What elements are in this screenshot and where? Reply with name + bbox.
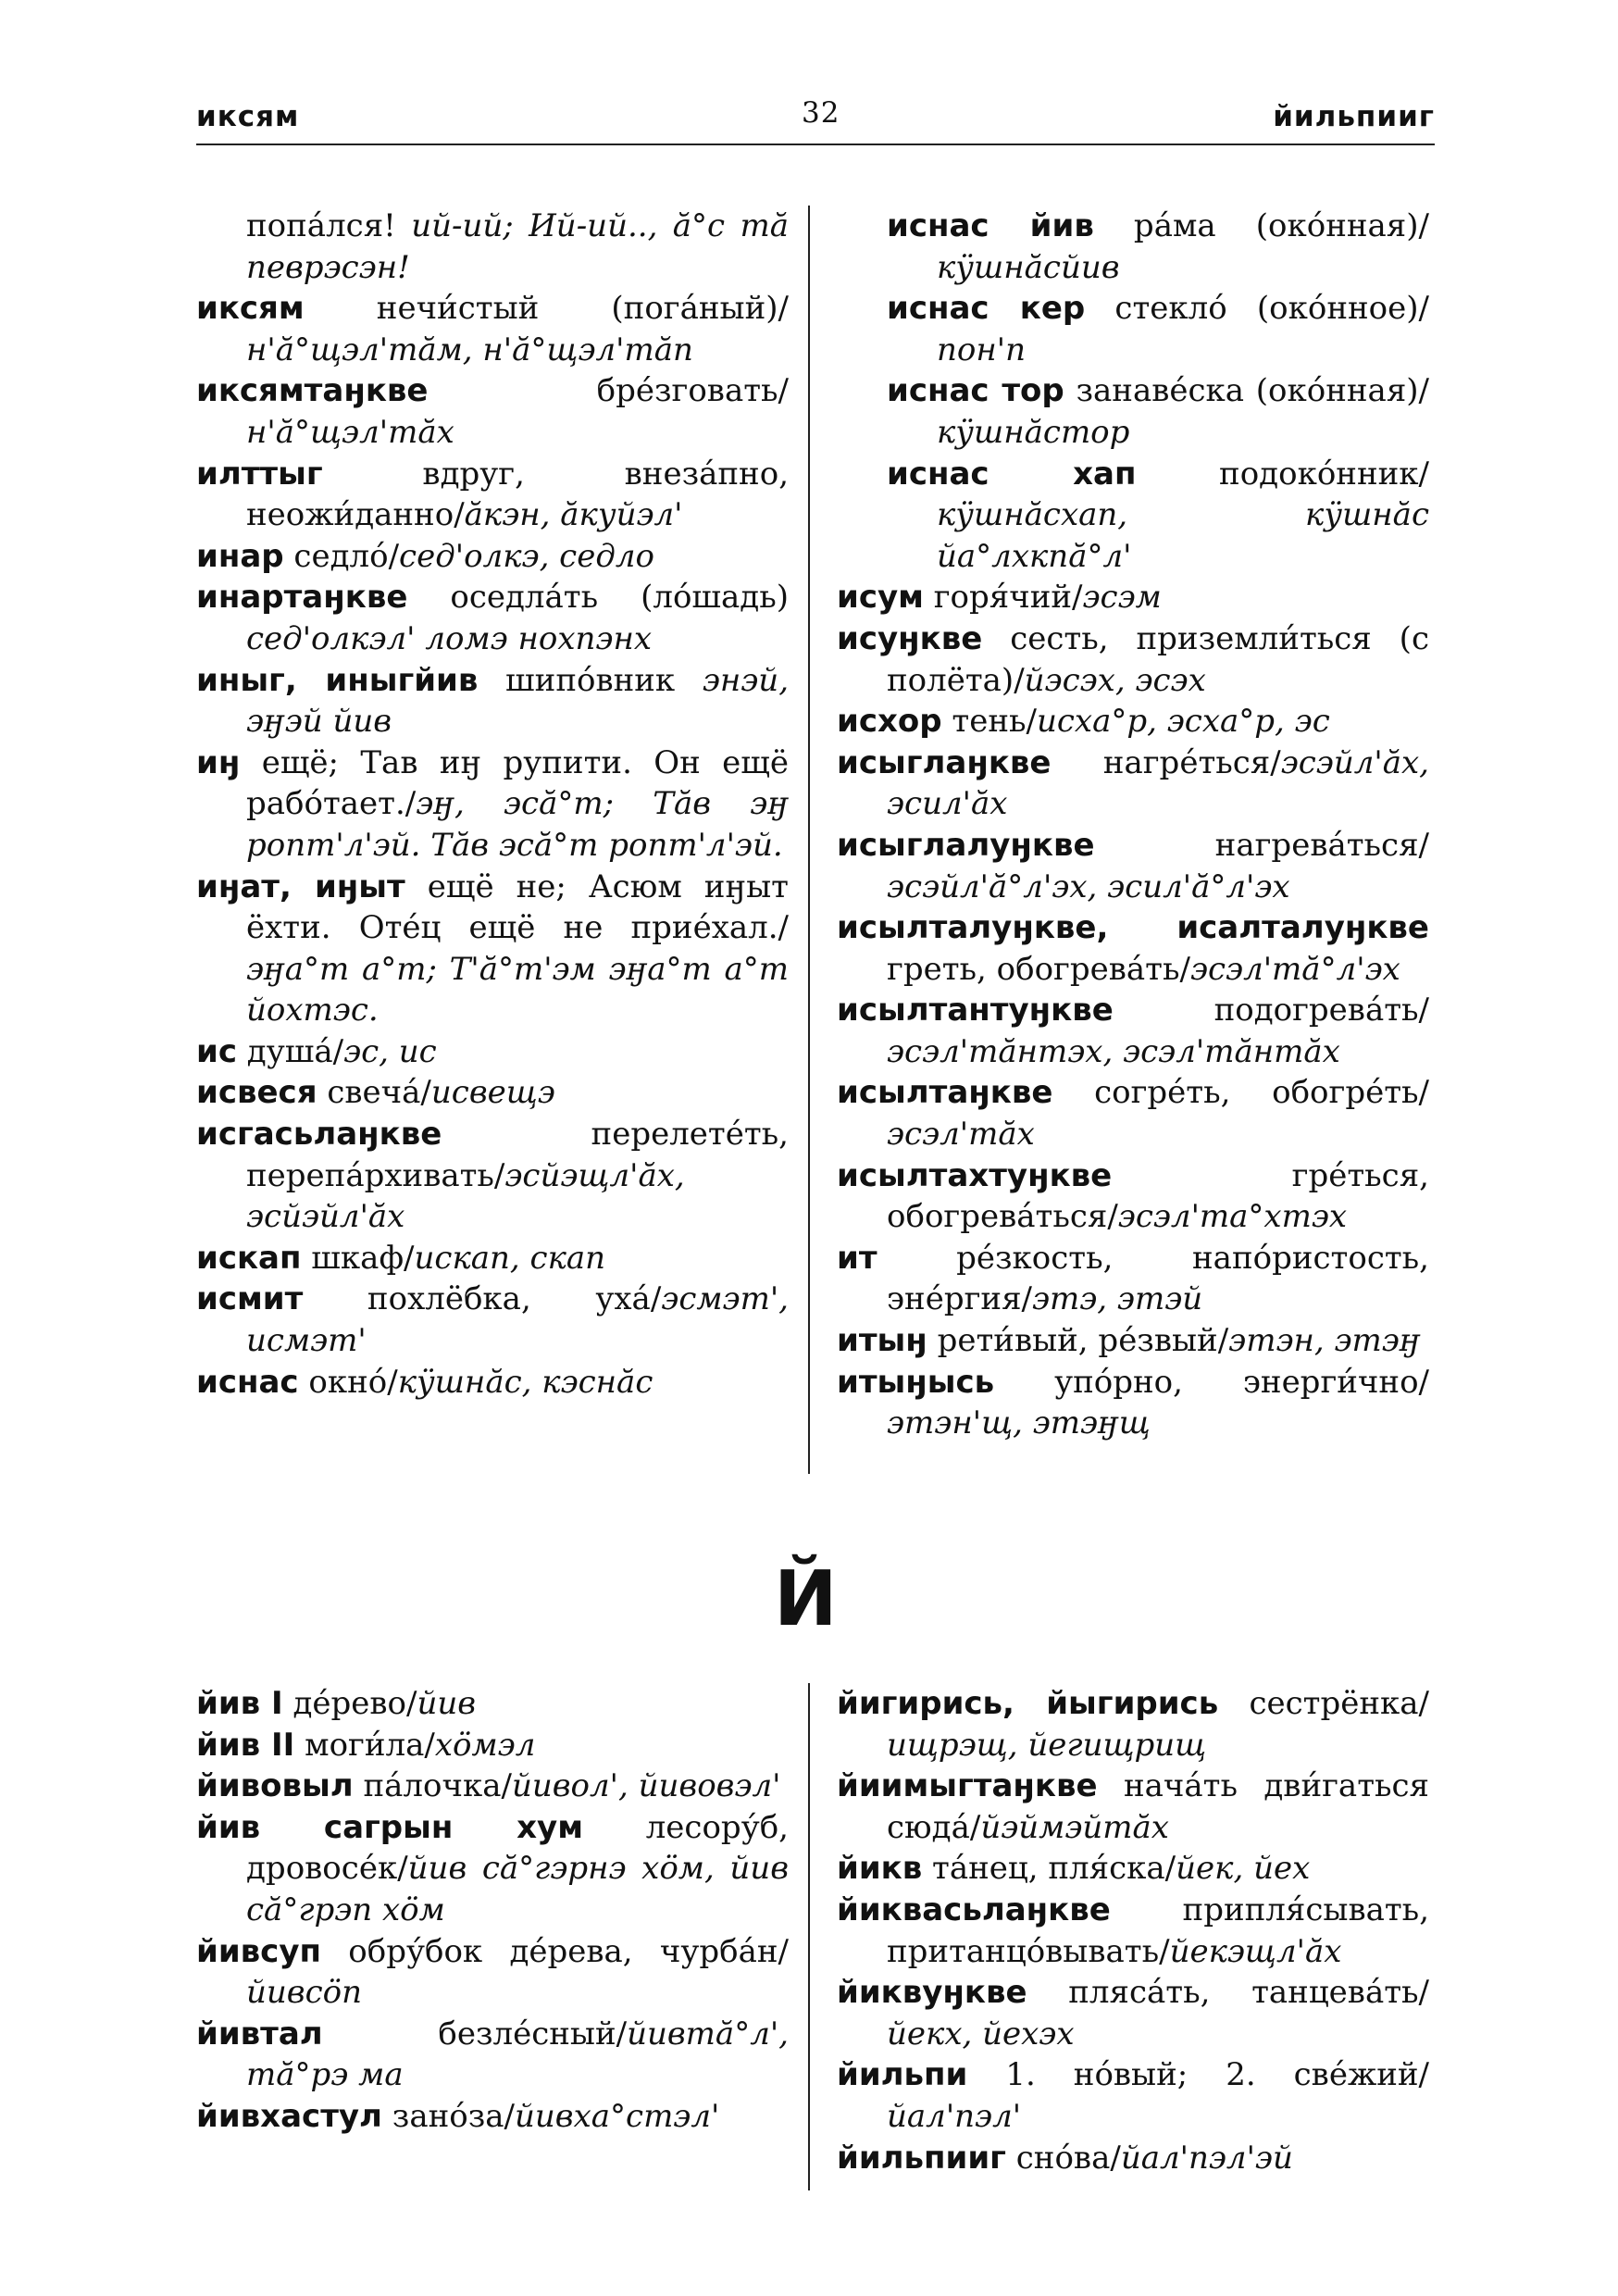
- dictionary-entry: [196, 1931, 789, 2014]
- dictionary-entry: [196, 1072, 789, 1114]
- dictionary-entry: [196, 1114, 789, 1238]
- entry-translation: кӱшнӑстор: [937, 413, 1130, 451]
- dictionary-entry: [196, 536, 789, 578]
- dictionary-entry: [196, 2014, 789, 2096]
- entry-headword: йиимыгтаӈкве: [837, 1767, 1098, 1805]
- entry-headword: йикв: [837, 1850, 923, 1888]
- dictionary-entry: [196, 206, 789, 288]
- entry-headword: илттыг: [196, 455, 323, 493]
- entry-translation: кӱшнӑс, кэснӑс: [397, 1363, 653, 1401]
- entry-definition: горя́чий/: [923, 579, 1083, 617]
- entry-headword: йив II: [196, 1726, 295, 1764]
- entry-translation: йал'пэл': [887, 2097, 1022, 2135]
- entry-definition: тень/: [941, 703, 1037, 741]
- entry-definition: свеча́/: [317, 1074, 431, 1112]
- entry-definition: нечи́стый (пога́ный)/: [304, 290, 789, 328]
- entry-definition: шипо́вник: [478, 661, 703, 699]
- entry-translation: кӱшнӑсхап, кӱшнӑс йа°лхкпӑ°л': [937, 496, 1429, 575]
- entry-definition: ещё; Тав иӈ рупити. Он ещё рабо́тает./: [240, 743, 789, 823]
- column-top-left: [196, 206, 789, 1403]
- entry-headword: исхор: [837, 703, 942, 741]
- entry-headword: ит: [837, 1239, 877, 1277]
- entry-headword: иснас хап: [887, 455, 1137, 493]
- dictionary-entry: [837, 1155, 1429, 1238]
- entry-definition: седло́/: [283, 537, 400, 575]
- entry-headword: ис: [196, 1032, 237, 1070]
- entry-headword: иксям: [196, 290, 305, 328]
- entry-definition: подоко́нник/: [1136, 455, 1429, 493]
- entry-definition: безле́сный/: [322, 2015, 628, 2053]
- entry-headword: инар: [196, 537, 284, 575]
- entry-translation: йивтӑ°л', тӑ°рэ ма: [246, 2015, 789, 2094]
- entry-definition: рети́вый, ре́звый/: [927, 1322, 1229, 1360]
- dictionary-entry: [196, 1279, 789, 1361]
- dictionary-entry: [196, 1725, 789, 1766]
- entry-translation: этэн, этэӈ: [1228, 1322, 1421, 1360]
- dictionary-entry: [196, 1683, 789, 1725]
- entry-headword: исыглалуӈкве: [837, 826, 1095, 864]
- entry-translation: йив: [417, 1685, 477, 1722]
- section-letter: Й: [774, 1555, 838, 1643]
- entry-definition: окно́/: [298, 1363, 398, 1401]
- entry-headword: йиквасьлаӈкве: [837, 1890, 1111, 1928]
- entry-headword: йив I: [196, 1685, 283, 1722]
- entry-definition: подогрева́ть/: [1113, 992, 1429, 1029]
- dictionary-entry: [837, 742, 1429, 825]
- dictionary-entry: [837, 2138, 1429, 2179]
- dictionary-entry: [196, 370, 789, 453]
- dictionary-entry: [196, 288, 789, 370]
- entry-definition: ре́зкость, напо́ристость, эне́ргия/: [877, 1239, 1429, 1318]
- entry-translation: энэй, эӈэй йив: [246, 661, 789, 741]
- dictionary-entry: [837, 1848, 1429, 1890]
- entry-headword: йивтал: [196, 2015, 323, 2053]
- entry-headword: иснас кер: [887, 290, 1086, 328]
- entry-translation: ий-ий; Ий-ий.., ӑ°с тӑ певрэсэн!: [246, 207, 789, 286]
- entry-definition: та́нец, пля́ска/: [922, 1850, 1176, 1888]
- entry-translation: йэсэх, эсэх: [1024, 661, 1206, 699]
- entry-translation: кӱшнӑсйив: [937, 248, 1120, 286]
- dictionary-entry: [196, 867, 789, 1031]
- entry-translation: эсэл'тӑх: [887, 1116, 1035, 1154]
- dictionary-entry: [837, 1766, 1429, 1848]
- entry-translation: эӈ, эсӑ°т; Тӑв эӈ ропт'л'эй. Тӑв эсӑ°т ропт'л'эй.: [246, 785, 789, 864]
- header-rule: [196, 144, 1435, 145]
- entry-definition: оседла́ть (ло́шадь): [407, 579, 789, 617]
- entry-translation: эсэйл'ӑ°л'эх, эсил'ӑ°л'эх: [887, 867, 1290, 905]
- dictionary-entry: [837, 618, 1429, 701]
- entry-definition: нагрева́ться/: [1094, 826, 1429, 864]
- entry-translation: ищрэщ, йегищрищ: [887, 1726, 1207, 1764]
- dictionary-entry: [196, 2096, 789, 2138]
- entry-definition: упо́рно, энерги́чно/: [994, 1363, 1429, 1401]
- entry-translation: эсмэт', исмэт': [246, 1280, 789, 1360]
- column-divider-top: [808, 206, 810, 1474]
- entry-definition: греть, обогрева́ть/: [887, 950, 1190, 988]
- entry-translation: эӈа°т а°т; Т'ӑ°т'эм эӈа°т а°т йохтэс.: [246, 950, 789, 1029]
- dictionary-entry: [837, 1683, 1429, 1766]
- entry-translation: йивол', йивовэл': [511, 1767, 781, 1805]
- entry-translation: йэймэйтӑх: [980, 1808, 1169, 1846]
- entry-definition: припля́сывать, пританцо́вывать/: [887, 1890, 1429, 1970]
- dictionary-entry: [196, 1362, 789, 1404]
- entry-definition: сесть, приземли́ться (с полёта)/: [887, 619, 1429, 699]
- dictionary-entry: [196, 454, 789, 536]
- column-bottom-right: [837, 1683, 1429, 2178]
- entry-headword: исылтахтуӈкве: [837, 1156, 1113, 1194]
- entry-translation: этэ, этэй: [1031, 1280, 1203, 1318]
- dictionary-entry: [837, 2054, 1429, 2137]
- entry-headword: иныг, иныгйив: [196, 661, 479, 699]
- entry-definition: лесору́б, дровосе́к/: [246, 1808, 789, 1888]
- entry-translation: эс, ис: [343, 1032, 437, 1070]
- entry-definition: де́рево/: [282, 1685, 417, 1722]
- entry-definition: гре́ться, обогрева́ться/: [887, 1156, 1429, 1236]
- dictionary-entry: [837, 990, 1429, 1072]
- entry-headword: иснас йив: [887, 207, 1094, 244]
- entry-translation: йив сӑ°гэрнэ хӧм, йив сӑ°грэп хӧм: [246, 1850, 789, 1928]
- entry-translation: эсэл'тӑ°л'эх: [1189, 950, 1400, 988]
- entry-headword: исылтантуӈкве: [837, 992, 1114, 1029]
- entry-headword: исылталуӈкве, исалталуӈкве: [837, 909, 1429, 947]
- entry-translation: йек, йех: [1176, 1850, 1311, 1888]
- entry-translation: сед'олкэл' ломэ нохпэнх: [246, 619, 653, 657]
- entry-headword: искап: [196, 1239, 302, 1277]
- entry-headword: исыглаӈкве: [837, 743, 1052, 781]
- entry-definition: нача́ть дви́гаться сюда́/: [887, 1767, 1429, 1846]
- entry-translation: эсэл'тӑнтэх, эсэл'тӑнтӑх: [887, 1032, 1340, 1070]
- entry-headword: йильпи: [837, 2056, 968, 2094]
- entry-definition: ещё не; Асюм иӈыт ёхти. Оте́ц ещё не прие́хал./: [246, 867, 789, 947]
- entry-headword: исум: [837, 579, 924, 617]
- entry-headword: итыӈысь: [837, 1363, 995, 1401]
- entry-definition: занаве́ска (око́нная)/: [1064, 372, 1429, 410]
- entry-headword: йигирись, йыгирись: [837, 1685, 1219, 1722]
- dictionary-entry: [196, 1807, 789, 1931]
- entry-headword: йив сагрын хум: [196, 1808, 583, 1846]
- dictionary-entry: [837, 1890, 1429, 1972]
- dictionary-entry: [837, 1362, 1429, 1444]
- entry-translation: ӑкэн, ӑкуйэл': [464, 496, 683, 534]
- dictionary-entry: [837, 454, 1429, 578]
- entry-definition: ра́ма (око́нная)/: [1093, 207, 1429, 244]
- entry-definition: зано́за/: [381, 2097, 515, 2135]
- entry-headword: йивхастул: [196, 2097, 382, 2135]
- running-head-left: иксям: [196, 100, 300, 133]
- dictionary-entry: [837, 825, 1429, 907]
- entry-headword: инартаӈкве: [196, 579, 408, 617]
- column-bottom-left: [196, 1683, 789, 2138]
- entry-definition: моги́ла/: [294, 1726, 435, 1764]
- entry-headword: иснас тор: [887, 372, 1064, 410]
- dictionary-entry: [837, 370, 1429, 453]
- entry-definition: сестрёнка/: [1218, 1685, 1429, 1722]
- entry-definition: нагре́ться/: [1051, 743, 1281, 781]
- entry-translation: йивха°стэл': [515, 2097, 720, 2135]
- entry-definition: попа́лся!: [246, 207, 412, 244]
- entry-headword: исуӈкве: [837, 619, 983, 657]
- running-head-right: йильпииг: [1273, 100, 1435, 133]
- entry-translation: эсэл'та°хтэх: [1117, 1198, 1348, 1236]
- entry-definition: 1. но́вый; 2. све́жий/: [967, 2056, 1429, 2094]
- entry-definition: обру́бок де́рева, чурба́н/: [320, 1932, 789, 1970]
- entry-headword: исгасьлаӈкве: [196, 1116, 442, 1154]
- dictionary-entry: [196, 742, 789, 867]
- entry-definition: сно́ва/: [1005, 2139, 1121, 2177]
- entry-definition: шкаф/: [301, 1239, 415, 1277]
- dictionary-entry: [837, 701, 1429, 742]
- dictionary-entry: [837, 1238, 1429, 1320]
- entry-translation: йекх, йехэх: [887, 2015, 1075, 2053]
- column-top-right: [837, 206, 1429, 1444]
- dictionary-entry: [196, 660, 789, 742]
- entry-definition: пляса́ть, танцева́ть/: [1027, 1974, 1429, 2012]
- entry-translation: н'ӑ°щэл'тӑм, н'ӑ°щэл'тӑп: [246, 331, 693, 368]
- entry-translation: йал'пэл'эй: [1120, 2139, 1293, 2177]
- entry-definition: перелете́ть, перепа́рхивать/: [246, 1116, 789, 1194]
- entry-definition: брéзговать/: [428, 372, 789, 410]
- dictionary-entry: [837, 1320, 1429, 1362]
- entry-definition: душа́/: [236, 1032, 344, 1070]
- entry-translation: хӧмэл: [434, 1726, 536, 1764]
- dictionary-entry: [837, 206, 1429, 288]
- entry-headword: исмит: [196, 1280, 304, 1318]
- dictionary-entry: [837, 288, 1429, 370]
- entry-headword: иснас: [196, 1363, 299, 1401]
- entry-translation: искап, скап: [414, 1239, 606, 1277]
- dictionary-entry: [196, 1031, 789, 1073]
- entry-translation: сед'олкэ, седло: [399, 537, 655, 575]
- entry-definition: согре́ть, обогре́ть/: [1052, 1074, 1429, 1112]
- entry-translation: н'ӑ°щэл'тӑх: [246, 413, 454, 451]
- entry-translation: эсйэщл'ӑх, эсйэйл'ӑх: [246, 1156, 685, 1236]
- entry-definition: похлёбка, уха́/: [303, 1280, 662, 1318]
- entry-headword: йиквуӈкве: [837, 1974, 1027, 2012]
- dictionary-entry: [837, 1972, 1429, 2054]
- entry-translation: исха°р, эсха°р, эс: [1036, 703, 1330, 741]
- column-divider-bottom: [808, 1683, 810, 2190]
- entry-headword: йивсуп: [196, 1932, 321, 1970]
- entry-headword: исылтаӈкве: [837, 1074, 1053, 1112]
- entry-translation: пон'п: [937, 331, 1027, 368]
- entry-headword: иӈ: [196, 743, 241, 781]
- entry-headword: исвеся: [196, 1074, 317, 1112]
- entry-headword: иӈат, иӈыт: [196, 867, 405, 905]
- entry-definition: стекло́ (око́нное)/: [1085, 290, 1429, 328]
- dictionary-entry: [196, 1238, 789, 1279]
- entry-headword: йильпииг: [837, 2139, 1006, 2177]
- dictionary-entry: [196, 577, 789, 659]
- page-number: 32: [802, 96, 840, 130]
- entry-headword: итыӈ: [837, 1322, 927, 1360]
- entry-translation: йивсӧп: [246, 1974, 362, 2012]
- dictionary-entry: [196, 1766, 789, 1807]
- entry-headword: йивовыл: [196, 1767, 354, 1805]
- entry-translation: этэн'щ, этэӈщ: [887, 1404, 1151, 1442]
- entry-translation: эсэйл'ӑх, эсил'ӑх: [887, 743, 1429, 823]
- dictionary-entry: [837, 577, 1429, 618]
- entry-definition: па́лочка/: [353, 1767, 512, 1805]
- entry-definition: вдруг, внеза́пно, неожи́данно/: [246, 455, 789, 534]
- entry-translation: йекэщл'ӑх: [1169, 1932, 1342, 1970]
- dictionary-entry: [837, 1072, 1429, 1154]
- entry-translation: исвещэ: [430, 1074, 555, 1112]
- entry-headword: иксямтаӈкве: [196, 372, 429, 410]
- dictionary-entry: [837, 907, 1429, 990]
- entry-translation: эсэм: [1082, 579, 1162, 617]
